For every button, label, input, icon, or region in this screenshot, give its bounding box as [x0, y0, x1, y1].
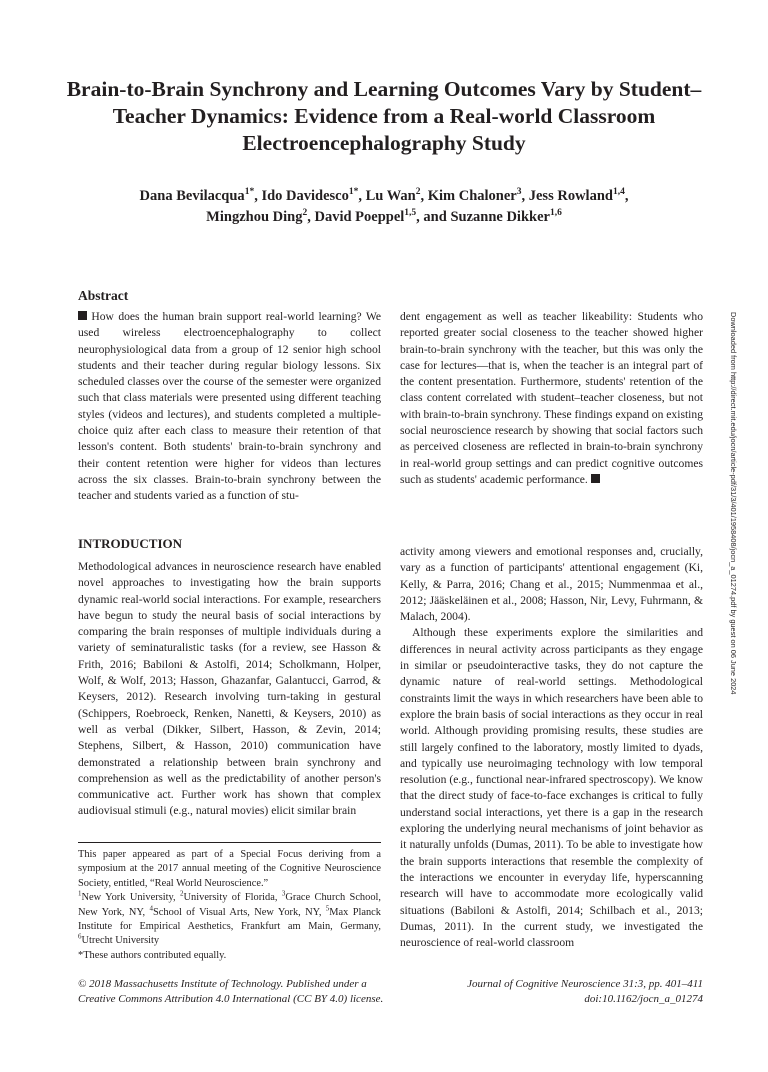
- author-affiliation-mark: 2: [302, 208, 308, 219]
- affiliation-text: Grace Church School, New York, NY,: [78, 892, 381, 918]
- author-separator: ,: [307, 209, 311, 225]
- journal-citation: [403, 977, 703, 1007]
- footnote-equal-contribution: *These authors contributed equally.: [78, 949, 227, 961]
- footnote-divider: [78, 842, 381, 843]
- footnote-special-focus: This paper appeared as part of a Special Focus deriving from a symposium at the 2017 annual meeting of the Cognitive Neuroscience Society, entitled, “Real World Neuroscience.”: [78, 849, 381, 889]
- footnote-affiliations: [78, 891, 381, 949]
- affiliation-number: 3: [281, 889, 286, 898]
- author-affiliation-mark: 3: [516, 187, 522, 198]
- author-name: Ido Davidesco: [261, 188, 349, 204]
- abstract-end-square-icon: [591, 474, 600, 483]
- abstract-text-left: How does the human brain support real-world learning? We used wireless electroencephalography to collect neurophysiological data from a group of 12 senior high school students and their teacher during regular biology lessons. Six scheduled classes over the course of the semester were organized such that class materials were presented using different teaching styles (videos and lectures), and students completed a multiple-choice quiz after each class to measure their retention of that lesson's content. Both students' brain-to-brain synchrony and their content retention were higher for videos than lectures across the six classes. Brain-to-brain synchrony between the teacher and students varied as a function of stu-: [78, 310, 381, 503]
- abstract-heading: Abstract: [78, 288, 129, 303]
- affiliation-number: 6: [78, 932, 82, 941]
- author-affiliation-mark: 1*: [244, 187, 255, 198]
- affiliation-number: 2: [180, 889, 184, 898]
- introduction-paragraph: Although these experiments explore the similarities and differences in neural activity across participants as they engage in similar or pseudointeractive tasks, they do not capture the dynamic nature of real-world settings. Methodological constraints limit the ways in which researchers have been able to explore the brain basis of social interactions as they occur in real world. Although providing promising results, these studies are still largely confined to the laboratory, mostly limited to dyads, and typically use neuroimaging technology with low temporal resolution (e.g., functional near-infrared spectroscopy). We know that the direct study of face-to-face exchanges is critical to fully understand social interactions, yet there is a gap in the research exploring the underlying neural mechanisms of joint behavior as it naturally unfolds (Dumas, 2011). To be able to investigate how the brain supports interactions that resemble the complexity of the interactions we encounter in everyday life, hyperscanning research will have to accommodate more ecologically valid situations (Babiloni & Astolfi, 2014; Schilbach et al., 2013; Dumas, 2011). In the current study, we investigated the neuroscience of real-world classroom: [400, 626, 703, 950]
- copyright-notice: [78, 977, 418, 1007]
- introduction-heading: INTRODUCTION: [78, 536, 183, 551]
- author-separator: ,: [358, 188, 362, 204]
- affiliation-text: University of Florida,: [183, 892, 282, 904]
- author-affiliation-mark: 1,4: [612, 187, 625, 198]
- author-affiliation-mark: 2: [415, 187, 421, 198]
- author-separator: , and: [416, 209, 447, 225]
- affiliation-text: Utrecht University: [81, 935, 160, 947]
- copyright-line: © 2018 Massachusetts Institute of Technology. Published under a: [78, 978, 367, 990]
- affiliation-text: Max Planck Institute for Empirical Aesthetics, Frankfurt am Main, Germany,: [78, 906, 381, 933]
- author-name: Lu Wan: [365, 188, 416, 204]
- author-separator: ,: [624, 188, 629, 204]
- introduction-column-right: [400, 544, 703, 951]
- introduction-column-left: [78, 559, 381, 820]
- journal-reference: Journal of Cognitive Neuroscience 31:3, pp. 401–411: [467, 978, 703, 990]
- author-affiliation-mark: 1,5: [404, 208, 417, 219]
- author-affiliation-mark: 1,6: [549, 208, 562, 219]
- abstract-column-right: [400, 309, 703, 488]
- affiliation-number: 5: [325, 904, 330, 913]
- article-title: Brain-to-Brain Synchrony and Learning Outcomes Vary by Student–Teacher Dynamics: Evidence from a Real-world Classroom Electroencephalography Study: [66, 77, 702, 155]
- introduction-paragraph: activity among viewers and emotional responses and, crucially, vary as a function of participants' attentional engagement (Ki, Kelly, & Parra, 2016; Chang et al., 2015; Nummenmaa et al., 2012; Jääskeläinen et al., 2008; Hasson, Nir, Levy, Fuhrmann, & Malach, 2004).: [400, 545, 703, 624]
- author-separator: ,: [521, 188, 526, 204]
- introduction-paragraph: Methodological advances in neuroscience research have enabled novel approaches to investigating how the brain supports dynamic real-world social interactions. For example, researchers have begun to study the neural basis of social interactions by comparing the brain responses of multiple individuals during a variety of seminaturalistic tasks (for a review, see Hasson & Frith, 2016; Babiloni & Astolfi, 2014; Scholkmann, Holper, Wolf, & Wolf, 2013; Hasson, Ghazanfar, Galantucci, Garrod, & Keysers, 2012). Research involving turn-taking in gestural (Schippers, Roebroeck, Renken, Nanetti, & Keysers, 2010) as well as verbal (Dikker, Silbert, Hasson, & Zevin, 2014; Stephens, Silbert, & Hasson, 2010) communication have demonstrated a relationship between brain synchrony and comprehension as well as the predictability of another person's communicative act. Further work has shown that complex audiovisual stimuli (e.g., natural movies) elicit similar brain: [78, 560, 381, 818]
- license-line: Creative Commons Attribution 4.0 International (CC BY 4.0) license.: [78, 993, 384, 1005]
- author-separator: ,: [254, 188, 258, 204]
- affiliation-text: New York University,: [81, 892, 181, 904]
- abstract-column-left: [78, 309, 381, 505]
- affiliation-number: 1: [78, 889, 82, 898]
- affiliation-text: School of Visual Arts, New York, NY,: [153, 906, 326, 918]
- author-name: Kim Chaloner: [427, 188, 517, 204]
- author-name: Mingzhou Ding: [206, 209, 303, 225]
- author-name: Dana Bevilacqua: [139, 188, 245, 204]
- author-name: Suzanne Dikker: [450, 209, 550, 225]
- footnote-block: [78, 848, 381, 963]
- abstract-text-right: dent engagement as well as teacher likeability: Students who reported greater social closeness to the teacher showed higher brain-to-brain synchrony with the teacher, but this was only the case for lectures—that is, when the teacher is an integral part of the content presentation. Furthermore, students' retention of the class content correlated with student–teacher closeness, but not with brain-to-brain synchrony. These findings expand on existing social neuroscience research by showing that social factors such as perceived closeness are reflected in brain-to-brain synchrony in real-world group settings and can predict cognitive outcomes such as students' academic performance.: [400, 310, 703, 486]
- author-separator: ,: [420, 188, 425, 204]
- author-name: David Poeppel: [314, 209, 405, 225]
- author-list: [60, 186, 708, 228]
- author-affiliation-mark: 1*: [348, 187, 359, 198]
- download-watermark: Downloaded from http://direct.mit.edu/jocn/article-pdf/31/3/401/1958408/jocn_a_01274.pdf by guest on 06 June 2024: [729, 312, 738, 695]
- abstract-start-square-icon: [78, 311, 87, 320]
- affiliation-number: 4: [149, 904, 154, 913]
- doi-link[interactable]: doi:10.1162/jocn_a_01274: [584, 993, 703, 1005]
- author-name: Jess Rowland: [528, 188, 613, 204]
